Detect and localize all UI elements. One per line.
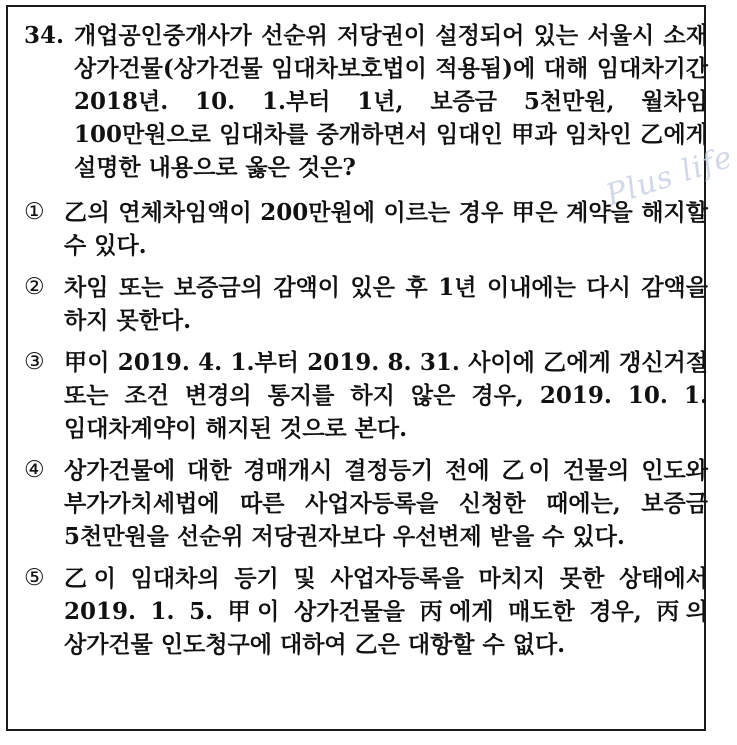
option-marker: ③ [24,349,45,375]
option-text: 乙의 연체차임액이 200만원에 이르는 경우 甲은 계약을 해지할 수 있다. [64,199,708,259]
question-content [24,19,708,670]
option-text: 차임 또는 보증금의 감액이 있은 후 1년 이내에는 다시 감액을 하지 못한다. [64,274,708,334]
option-1[interactable] [24,196,708,262]
option-4[interactable] [24,454,708,553]
watermark: Plus life [601,139,737,214]
answer-options [24,196,708,661]
option-2[interactable] [24,271,708,337]
option-marker: ⑤ [24,565,45,591]
option-text: 乙이 임대차의 등기 및 사업자등록을 마치지 못한 상태에서 2019. 1. 5. 甲이 상가건물을 丙에게 매도한 경우, 丙의 상가건물 인도청구에 대하여 乙은 대항할 수 없다. [64,565,708,658]
option-text: 甲이 2019. 4. 1.부터 2019. 8. 31. 사이에 乙에게 갱신거절 또는 조건 변경의 통지를 하지 않은 경우, 2019. 10. 1. 임대차계약이 해지된 것으로 본다. [64,349,708,442]
question-number: 34. [24,22,65,49]
question-box [6,5,737,731]
question-text: 개업공인중개사가 선순위 저당권이 설정되어 있는 서울시 소재 상가건물(상가건물 임대차보호법이 적용됨)에 대해 임대차기간 2018년. 10. 1.부터 1년, 보증금 5천만원, 월차임 100만원으로 임대차를 중개하면서 임대인 甲과 임차인 乙에게 설명한 내용으로 옳은 것은? [74,22,708,181]
option-5[interactable] [24,562,708,661]
option-marker: ④ [24,457,45,483]
option-marker: ② [24,274,45,300]
option-text: 상가건물에 대한 경매개시 결정등기 전에 乙이 건물의 인도와 부가가치세법에 따른 사업자등록을 신청한 때에는, 보증금 5천만원을 선순위 저당권자보다 우선변제 받을 수 있다. [64,457,708,550]
option-marker: ① [24,199,45,225]
question-stem [24,19,708,184]
option-3[interactable] [24,346,708,445]
